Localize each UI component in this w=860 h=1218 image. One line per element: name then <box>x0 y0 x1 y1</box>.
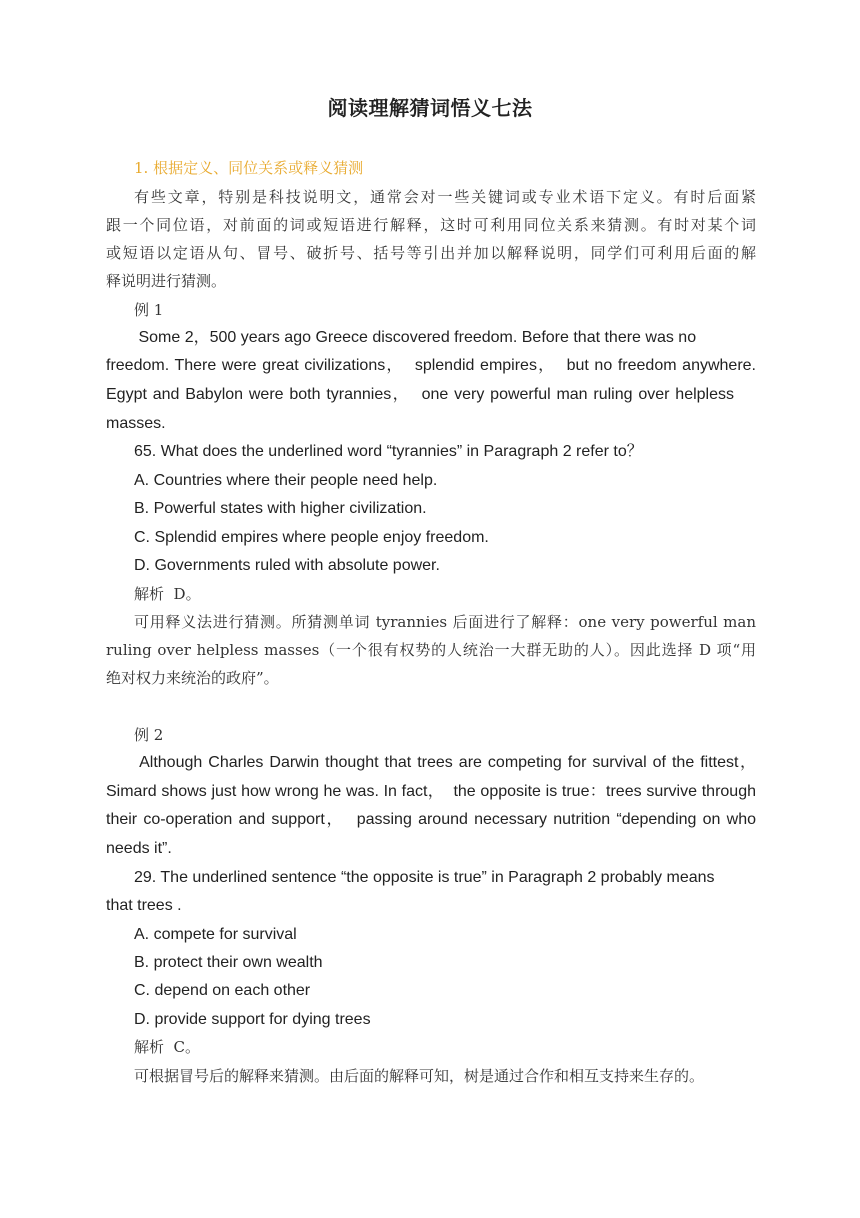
passage-line: masses. <box>106 415 166 432</box>
answer-line: 解析 D。 <box>134 585 201 603</box>
question-text: 29. The underlined sentence “the opposite is true” in Paragraph 2 probably means <box>134 869 715 886</box>
passage-line: Egypt and Babylon were both tyrannies， one very powerful man ruling over helpless <box>106 386 734 403</box>
passage-line: Simard shows just how wrong he was. In fact， the opposite is true：trees survive through <box>106 783 756 800</box>
passage-line: freedom. There were great civilizations， splendid empires， but no freedom anywhere. <box>106 357 756 374</box>
option-a: A. Countries where their people need help. <box>134 472 438 489</box>
passage-line: their co-operation and support， passing around necessary nutrition “depending on who <box>106 811 757 828</box>
intro-line: 跟一个同位语，对前面的词或短语进行解释，这时可利用同位关系来猜测。有时对某个词 <box>106 216 756 234</box>
explanation-line: ruling over helpless masses（一个很有权势的人统治一大群无助的人）。因此选择 D 项“用 <box>106 641 756 659</box>
option-c: C. depend on each other <box>134 982 311 999</box>
page-title: 阅读理解猜词悟义七法 <box>327 96 533 120</box>
option-d: D. Governments ruled with absolute power. <box>134 557 440 574</box>
option-a: A. compete for survival <box>134 926 297 943</box>
example-label: 例 1 <box>134 301 164 319</box>
passage-line: needs it”. <box>106 840 172 857</box>
question-text: that trees . <box>106 897 182 914</box>
explanation-line: 可根据冒号后的解释来猜测。由后面的解释可知，树是通过合作和相互支持来生存的。 <box>134 1067 705 1085</box>
example-label: 例 2 <box>134 726 164 744</box>
explanation-line: 可用释义法进行猜测。所猜测单词 tyrannies 后面进行了解释：one very powerful man <box>134 613 756 631</box>
intro-line: 有些文章，特别是科技说明文，通常会对一些关键词或专业术语下定义。有时后面紧 <box>134 188 756 206</box>
section-heading: 1. 根据定义、同位关系或释义猜测 <box>134 159 364 177</box>
option-b: B. protect their own wealth <box>134 954 323 971</box>
question-text: 65. What does the underlined word “tyrannies” in Paragraph 2 refer to？ <box>134 443 643 460</box>
option-d: D. provide support for dying trees <box>134 1011 371 1028</box>
option-c: C. Splendid empires where people enjoy freedom. <box>134 529 489 546</box>
answer-line: 解析 C。 <box>134 1038 201 1056</box>
option-b: B. Powerful states with higher civilization. <box>134 500 427 517</box>
intro-line: 或短语以定语从句、冒号、破折号、括号等引出并加以解释说明，同学们可利用后面的解 <box>106 244 756 262</box>
intro-line: 释说明进行猜测。 <box>106 272 227 290</box>
explanation-line: 绝对权力来统治的政府”。 <box>106 669 279 687</box>
passage-line: Although Charles Darwin thought that trees are competing for survival of the fittest， <box>134 754 756 771</box>
passage-line: Some 2，500 years ago Greece discovered freedom. Before that there was no <box>134 329 697 346</box>
